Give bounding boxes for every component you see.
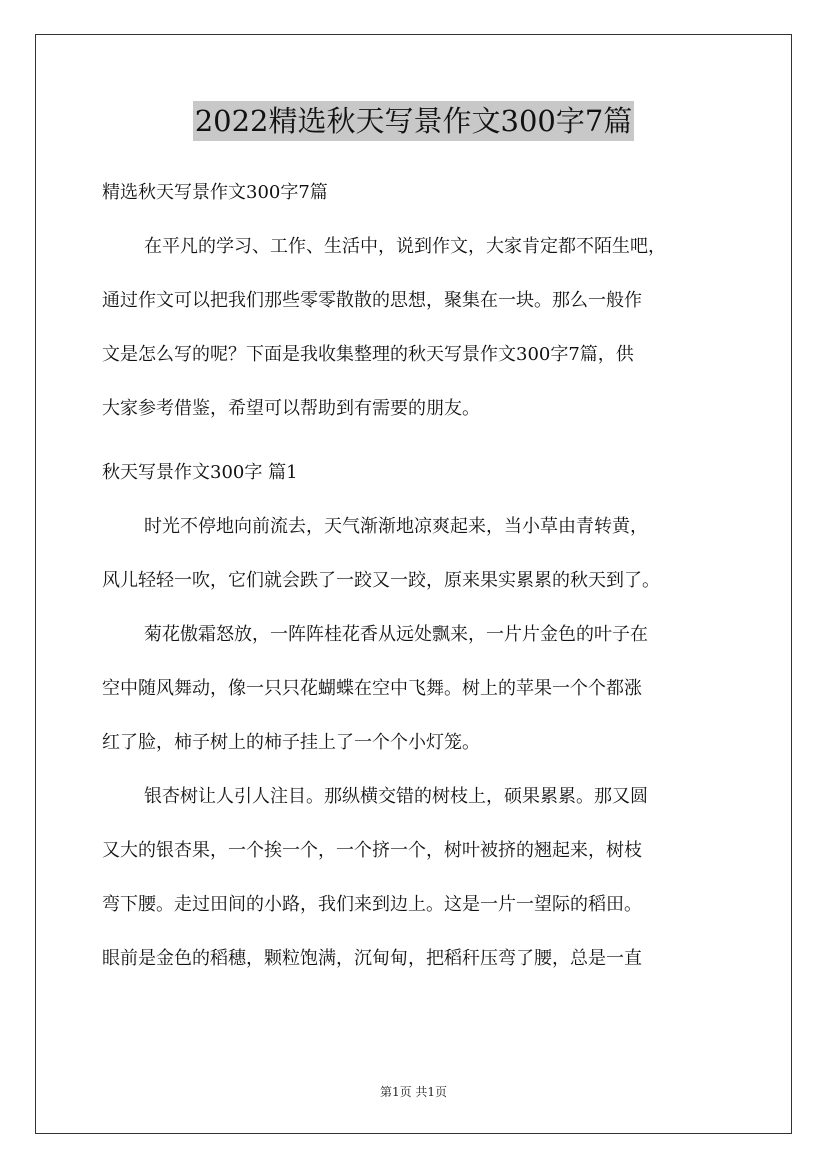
text-line: 红了脸，柿子树上的柿子挂上了一个个小灯笼。: [102, 732, 480, 753]
text-line: 银杏树让人引人注目。那纵横交错的树枝上，硕果累累。那又圆: [144, 786, 648, 807]
text-line: 风儿轻轻一吹，它们就会跌了一跤又一跤，原来果实累累的秋天到了。: [102, 570, 660, 591]
document-body: [102, 174, 742, 994]
text-line: 在平凡的学习、工作、生活中，说到作文，大家肯定都不陌生吧，: [144, 236, 666, 257]
text-line: 又大的银杏果，一个挨一个，一个挤一个，树叶被挤的翘起来，树枝: [102, 840, 642, 861]
text-line: 菊花傲霜怒放，一阵阵桂花香从远处飘来，一片片金色的叶子在: [144, 624, 648, 645]
title-container: [0, 101, 827, 141]
document-title: 2022精选秋天写景作文300字7篇: [193, 101, 635, 141]
text-line: 通过作文可以把我们那些零零散散的思想，聚集在一块。那么一般作: [102, 290, 642, 311]
page-footer: 第1页 共1页: [379, 1085, 448, 1099]
text-line: 文是怎么写的呢？下面是我收集整理的秋天写景作文300字7篇，供: [102, 344, 634, 365]
text-line: 大家参考借鉴，希望可以帮助到有需要的朋友。: [102, 398, 480, 419]
text-line: 时光不停地向前流去，天气渐渐地凉爽起来，当小草由青转黄，: [144, 516, 648, 537]
text-line: 弯下腰。走过田间的小路，我们来到边上。这是一片一望际的稻田。: [102, 894, 642, 915]
subtitle-line: 精选秋天写景作文300字7篇: [102, 182, 328, 203]
text-line: 眼前是金色的稻穗，颗粒饱满，沉甸甸，把稻秆压弯了腰，总是一直: [102, 948, 642, 969]
text-line: 空中随风舞动，像一只只花蝴蝶在空中飞舞。树上的苹果一个个都涨: [102, 678, 642, 699]
section-heading: 秋天写景作文300字 篇1: [102, 462, 298, 483]
